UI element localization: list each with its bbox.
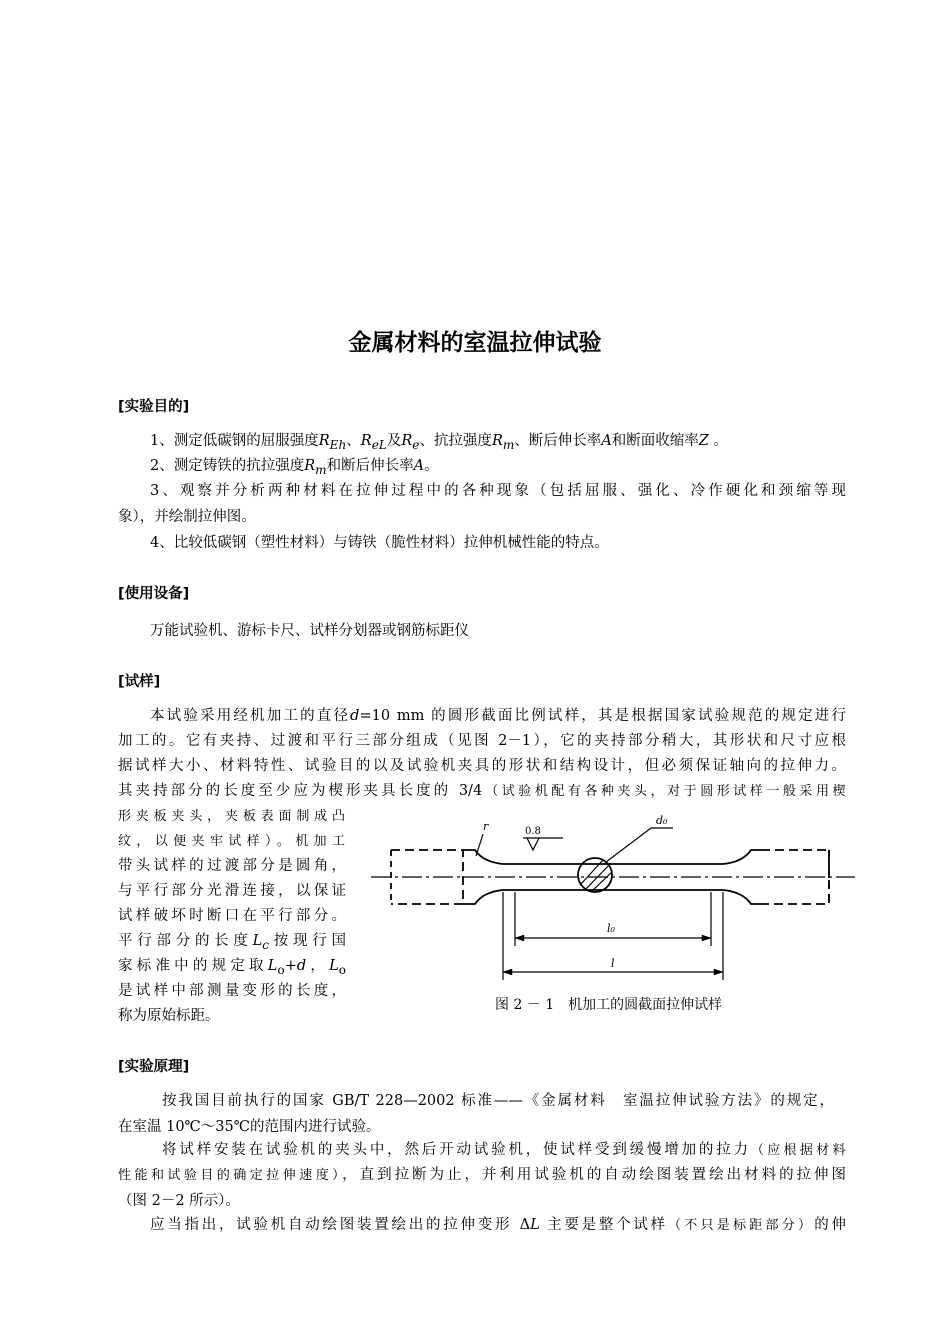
section-heading-specimen: [试样] [118,674,161,690]
specimen-col-line-1: 形夹板夹头，夹板表面制成凸 [118,809,346,824]
specimen-col-line-5: 试样破坏时断口在平行部分。 [118,908,346,924]
specimen-line-4: 其夹持部分的长度至少应为楔形夹具长度的 3/4（试验机配有各种夹头，对于圆形试样一般采用楔 [118,783,846,799]
specimen-col-line-9: 称为原始标距。 [118,1008,220,1024]
specimen-line-3: 据试样大小、材料特性、试验目的以及试验机夹具的形状和结构设计，但必须保证轴向的拉伸力。 [118,758,846,774]
section-heading-purpose: [实验目的] [118,399,190,415]
figure-caption: 图 2 － 1 机加工的圆截面拉伸试样 [495,997,723,1013]
specimen-col-line-7: 家标准中的规定取$L_o+d$，$L_o$ [118,958,347,977]
figure-label-roughness: 0.8 [525,826,541,837]
principle-p1-line-2: 在室温 10℃～35℃的范围内进行试验。 [118,1119,381,1135]
specimen-col-line-3: 带头试样的过渡部分是圆角， [118,858,346,874]
figure-label-r: r [483,820,489,833]
specimen-col-line-2: 纹，以便夹牢试样）。机加工 [118,834,346,849]
specimen-line-1: 本试验采用经机加工的直径d=10 mm 的圆形截面比例试样，其是根据国家试验规范的规定进行 [150,708,846,724]
purpose-item-1: 1、测定低碳钢的屈服强度$R_{Eh}$、$R_{eL}$及$R_e$、抗拉强度$R_m$、断后伸长率A和断面收缩率Z 。 [150,433,728,452]
specimen-col-line-6: 平行部分的长度$L_c$按现行国 [118,933,347,952]
principle-p2-line-3: （图 2－2 所示）。 [118,1193,240,1209]
principle-p1-line-1: 按我国目前执行的国家 GB/T 228—2002 标准——《金属材料 室温拉伸试验方法》的规定， [162,1093,834,1109]
purpose-item-2: 2、测定铸铁的抗拉强度$R_m$和断后伸长率A。 [150,458,439,477]
specimen-figure [363,812,863,992]
purpose-item-3-line-1: 3、观察并分析两种材料在拉伸过程中的各种现象（包括屈服、强化、冷作硬化和颈缩等现 [150,483,846,499]
purpose-item-3-line-2: 象），并绘制拉伸图。 [118,509,256,525]
purpose-item-4: 4、比较低碳钢（塑性材料）与铸铁（脆性材料）拉伸机械性能的特点。 [150,535,609,551]
principle-p3-line-1: 应当指出，试验机自动绘图装置绘出的拉伸变形 ΔL 主要是整个试样（不只是标距部分）的伸 [150,1217,846,1233]
figure-label-l0: l₀ [607,922,615,935]
equipment-text: 万能试验机、游标卡尺、试样分划器或钢筋标距仪 [150,623,469,639]
section-heading-equipment: [使用设备] [118,586,190,602]
principle-p2-line-1: 将试样安装在试验机的夹头中，然后开动试验机，使试样受到缓慢增加的拉力（应根据材料 [162,1142,846,1158]
page-title: 金属材料的室温拉伸试验 [348,330,602,356]
section-heading-principle: [实验原理] [118,1059,190,1075]
figure-label-l: l [611,957,615,970]
specimen-col-line-4: 与平行部分光滑连接，以保证 [118,883,346,899]
specimen-line-2: 加工的。它有夹持、过渡和平行三部分组成（见图 2－1），它的夹持部分稍大，其形状和尺寸应根 [118,733,846,749]
figure-label-d0: d₀ [656,814,668,827]
principle-p2-line-2: 性能和试验目的确定拉伸速度），直到拉断为止，并利用试验机的自动绘图装置绘出材料的拉伸图 [118,1167,846,1183]
specimen-col-line-8: 是试样中部测量变形的长度， [118,983,346,999]
